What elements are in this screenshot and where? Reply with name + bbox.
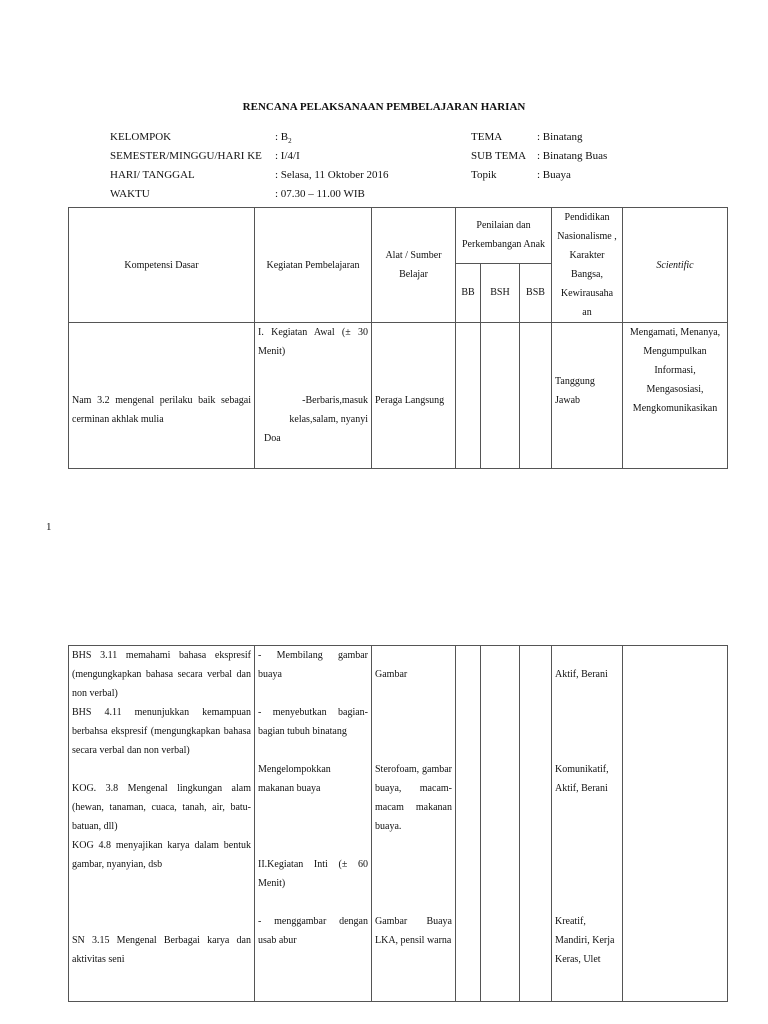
cell-bsh (481, 323, 520, 469)
kegiatan-doa: Doa (264, 433, 281, 444)
meta-value-semester: : I/4/I (275, 150, 300, 162)
page-number: 1 (46, 521, 52, 533)
meta-label-tema: TEMA (471, 131, 503, 143)
rpph-table-continued (68, 645, 728, 1002)
document-title: RENCANA PELAKSANAAN PEMBELAJARAN HARIAN (242, 101, 526, 113)
cell-karakter-2 (552, 646, 623, 1002)
cell-alat-2 (372, 646, 456, 1002)
meta-value-tema: : Binatang (537, 131, 583, 143)
karakter-text: Tanggung Jawab (555, 376, 595, 406)
meta-value-kelompok: : $B_2$ (275, 131, 292, 146)
cell-alat (372, 323, 456, 469)
kegiatan-menyebutkan: - menyebutkan bagian-bagian tubuh binatang (258, 707, 368, 737)
meta-right-values (537, 128, 677, 185)
header-bb: BB (456, 263, 481, 322)
meta-values (275, 128, 465, 204)
meta-label-kelompok: KELOMPOK (110, 131, 172, 143)
meta-right-labels (471, 128, 537, 185)
kegiatan-menggambar: - menggambar dengan usab abur (258, 916, 368, 946)
cell-kegiatan (255, 323, 372, 469)
meta-value-subtema: : Binatang Buas (537, 150, 608, 162)
cell-bsb-2 (520, 646, 552, 1002)
cell-bsh-2 (481, 646, 520, 1002)
meta-label-subtema: SUB TEMA (471, 150, 527, 162)
meta-value-topik: : Buaya (537, 169, 571, 181)
alat-sterofoam: Sterofoam, gambar buaya, macam-macam makanan buaya. (375, 764, 452, 832)
kegiatan-awal-heading: I. Kegiatan Awal (± 30 Menit) (258, 327, 368, 357)
header-bsh: BSH (481, 263, 520, 322)
kd-bhs-411: BHS 4.11 menunjukkan kemampuan berbahsa ekspresif (mengungkapkan bahasa secara verbal dan non verbal) (72, 707, 251, 756)
header-alat: Alat / Sumber Belajar (372, 208, 456, 323)
karakter-komunikatif: Komunikatif, Aktif, Berani (555, 764, 609, 794)
alat-gambar: Gambar (375, 669, 408, 680)
scientific-text: Mengamati, Menanya, Mengumpulkan Informasi, Mengasosiasi, Mengkomunikasikan (629, 327, 721, 414)
kompetensi-text: Nam 3.2 mengenal perilaku baik sebagai cerminan akhlak mulia (72, 395, 251, 425)
meta-value-waktu: : 07.30 – 11.00 WIB (275, 188, 365, 200)
kegiatan-text: -Berbaris,masuk kelas,salam, nyanyi (289, 395, 368, 425)
cell-bb-2 (456, 646, 481, 1002)
kegiatan-inti-heading: II.Kegiatan Inti (± 60 Menit) (258, 859, 368, 889)
cell-bsb (520, 323, 552, 469)
table-row (69, 323, 728, 469)
alat-gambar-buaya: Gambar Buaya LKA, pensil warna (375, 916, 452, 946)
cell-kompetensi (69, 323, 255, 469)
kegiatan-membilang: - Membilang gambar buaya (258, 650, 368, 680)
cell-bb (456, 323, 481, 469)
header-kompetensi: Kompetensi Dasar (69, 208, 255, 323)
header-kegiatan: Kegiatan Pembelajaran (255, 208, 372, 323)
meta-label-semester: SEMESTER/MINGGU/HARI KE (110, 150, 262, 162)
kd-bhs-311: BHS 3.11 memahami bahasa ekspresif (mengungkapkan bahasa secara verbal dan non verbal) (72, 650, 251, 699)
cell-kegiatan-2 (255, 646, 372, 1002)
karakter-aktif: Aktif, Berani (555, 669, 608, 680)
meta-value-hari: : Selasa, 11 Oktober 2016 (275, 169, 389, 181)
header-bsb: BSB (520, 263, 552, 322)
kd-kog-38: KOG. 3.8 Mengenal lingkungan alam (hewan, tanaman, cuaca, tanah, air, batu-batuan, dll) (72, 783, 251, 832)
header-pendidikan: Pendidikan Nasionalisme , Karakter Bangsa, Kewirausaha an (552, 208, 623, 323)
meta-label-hari: HARI/ TANGGAL (110, 169, 195, 181)
meta-label-topik: Topik (471, 169, 497, 181)
kegiatan-mengelompokkan: Mengelompokkan makanan buaya (258, 764, 331, 794)
header-penilaian: Penilaian dan Perkembangan Anak (456, 208, 552, 264)
kd-kog-48: KOG 4.8 menyajikan karya dalam bentuk gambar, nyanyian, dsb (72, 840, 251, 870)
meta-label-waktu: WAKTU (110, 188, 150, 200)
cell-karakter (552, 323, 623, 469)
header-scientific: Scientific (623, 208, 728, 323)
kd-sn-315: SN 3.15 Mengenal Berbagai karya dan aktivitas seni (72, 935, 251, 965)
karakter-kreatif: Kreatif, Mandiri, Kerja Keras, Ulet (555, 916, 615, 965)
cell-kompetensi-2 (69, 646, 255, 1002)
meta-labels (110, 128, 275, 204)
alat-text: Peraga Langsung (375, 395, 445, 406)
cell-scientific (623, 323, 728, 469)
rpph-table (68, 207, 728, 469)
table-row (69, 646, 728, 1002)
cell-scientific-2 (623, 646, 728, 1002)
